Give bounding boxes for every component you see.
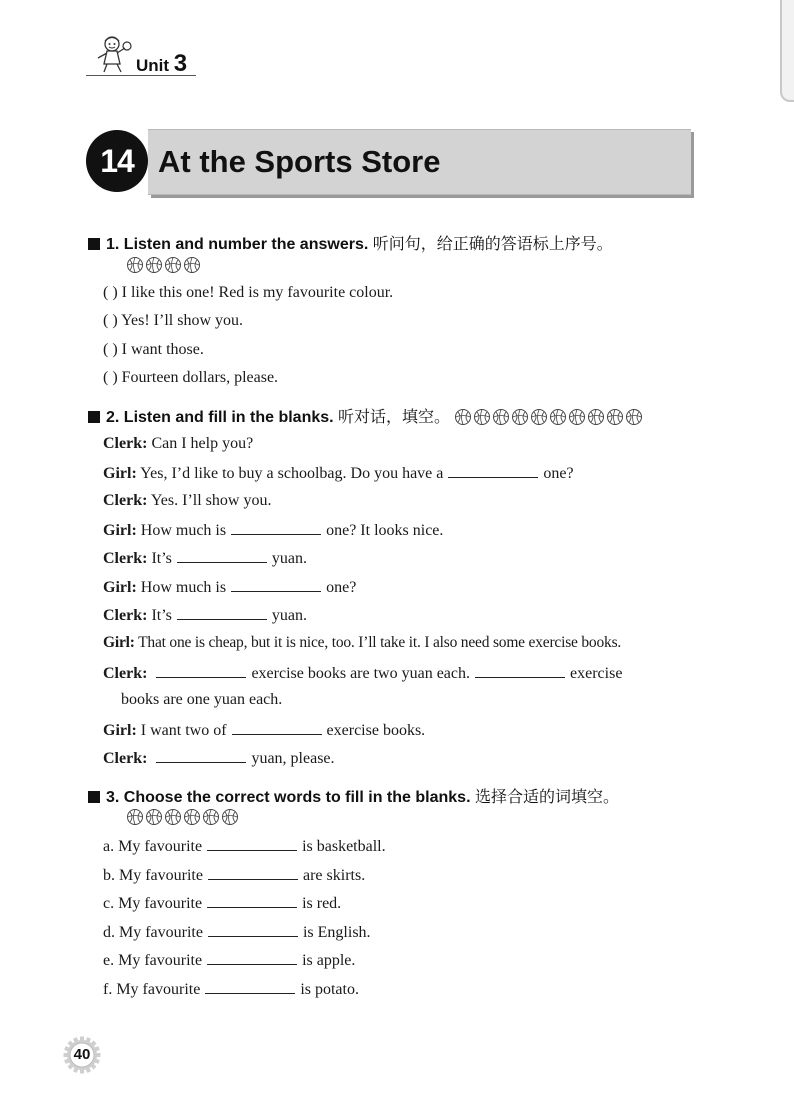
dialogue-line: Clerk: Yes. I’ll show you. (103, 492, 272, 509)
basketball-icon (147, 258, 162, 273)
page-edge-tab (780, 0, 794, 102)
dialogue-line: Clerk: exercise books are two yuan each. exercise (103, 665, 623, 682)
basketball-icon (185, 810, 200, 825)
basketball-icon (513, 410, 528, 425)
answer-blank[interactable] (231, 577, 321, 592)
square-bullet-icon (88, 411, 100, 423)
list-item: e. My favourite is apple. (103, 952, 356, 969)
dialogue-line: books are one yuan each. (121, 691, 283, 708)
page-number: 40 (63, 1036, 101, 1074)
dialogue-line: Clerk: It’s yuan. (103, 607, 307, 624)
basketball-icon (126, 256, 204, 274)
dialogue-line: Girl: Yes, I’d like to buy a schoolbag. Do you have a one? (103, 465, 574, 482)
answer-blank[interactable] (205, 979, 295, 994)
basketball-icon (494, 410, 509, 425)
list-item: ( ) Yes! I’ll show you. (103, 312, 243, 329)
section-1-heading: 1. Listen and number the answers. 听问句，给正确的答语标上序号。 (88, 231, 613, 254)
basketball-icon (147, 810, 162, 825)
basketball-icon (475, 410, 490, 425)
basketball-icon (608, 410, 623, 425)
answer-blank[interactable] (208, 922, 298, 937)
basketball-icon (166, 810, 181, 825)
answer-blank[interactable] (207, 950, 297, 965)
answer-blank[interactable] (177, 548, 267, 563)
basketball-icon (128, 258, 143, 273)
dialogue-line: Girl: That one is cheap, but it is nice, too. I’ll take it. I also need some exercise books. (103, 634, 622, 651)
basketball-icon (128, 810, 143, 825)
list-item: ( ) I like this one! Red is my favourite colour. (103, 284, 394, 301)
answer-blank[interactable] (475, 663, 565, 678)
answer-blank[interactable] (177, 605, 267, 620)
list-item: ( ) Fourteen dollars, please. (103, 369, 279, 386)
header-rule (86, 75, 196, 76)
list-item: ( ) I want those. (103, 341, 204, 358)
basketball-icon (223, 810, 238, 825)
square-bullet-icon (88, 791, 100, 803)
answer-blank[interactable] (232, 720, 322, 735)
lesson-title: At the Sports Store (158, 144, 441, 179)
dialogue-line: Girl: How much is one? It looks nice. (103, 522, 444, 539)
unit-label: Unit 3 (136, 50, 188, 77)
list-item: f. My favourite is potato. (103, 981, 359, 998)
answer-blank[interactable] (208, 865, 298, 880)
lesson-title-bar (148, 129, 691, 195)
mascot-icon (90, 34, 134, 74)
basketball-icon (627, 410, 642, 425)
list-item: a. My favourite is basketball. (103, 838, 386, 855)
basketball-icon (204, 810, 219, 825)
section-2-heading: 2. Listen and fill in the blanks. 听对话，填空。 (88, 404, 646, 431)
dialogue-line: Clerk: Can I help you? (103, 435, 254, 452)
answer-blank[interactable] (231, 520, 321, 535)
unit-header (86, 34, 196, 80)
answer-blank[interactable] (207, 893, 297, 908)
section-1-difficulty (126, 256, 204, 279)
dialogue-line: Clerk: It’s yuan. (103, 550, 307, 567)
square-bullet-icon (88, 238, 100, 250)
dialogue-line: Girl: How much is one? (103, 579, 357, 596)
answer-blank[interactable] (156, 663, 246, 678)
lesson-number-badge: 14 (86, 130, 148, 192)
basketball-icon (185, 258, 200, 273)
list-item: c. My favourite is red. (103, 895, 342, 912)
basketball-icon (166, 258, 181, 273)
section-3-difficulty (126, 808, 242, 831)
section-3-heading: 3. Choose the correct words to fill in the blanks. 选择合适的词填空。 (88, 784, 619, 807)
answer-blank[interactable] (448, 463, 538, 478)
answer-blank[interactable] (207, 836, 297, 851)
basketball-icon (551, 410, 566, 425)
basketball-icon (589, 410, 604, 425)
basketball-icon (126, 808, 242, 826)
dialogue-line: Clerk: yuan, please. (103, 750, 335, 767)
list-item: b. My favourite are skirts. (103, 867, 366, 884)
basketball-icon (570, 410, 585, 425)
basketball-icon (532, 410, 547, 425)
basketball-icon (454, 408, 646, 426)
answer-blank[interactable] (156, 748, 246, 763)
dialogue-line: Girl: I want two of exercise books. (103, 722, 426, 739)
basketball-icon (456, 410, 471, 425)
list-item: d. My favourite is English. (103, 924, 371, 941)
